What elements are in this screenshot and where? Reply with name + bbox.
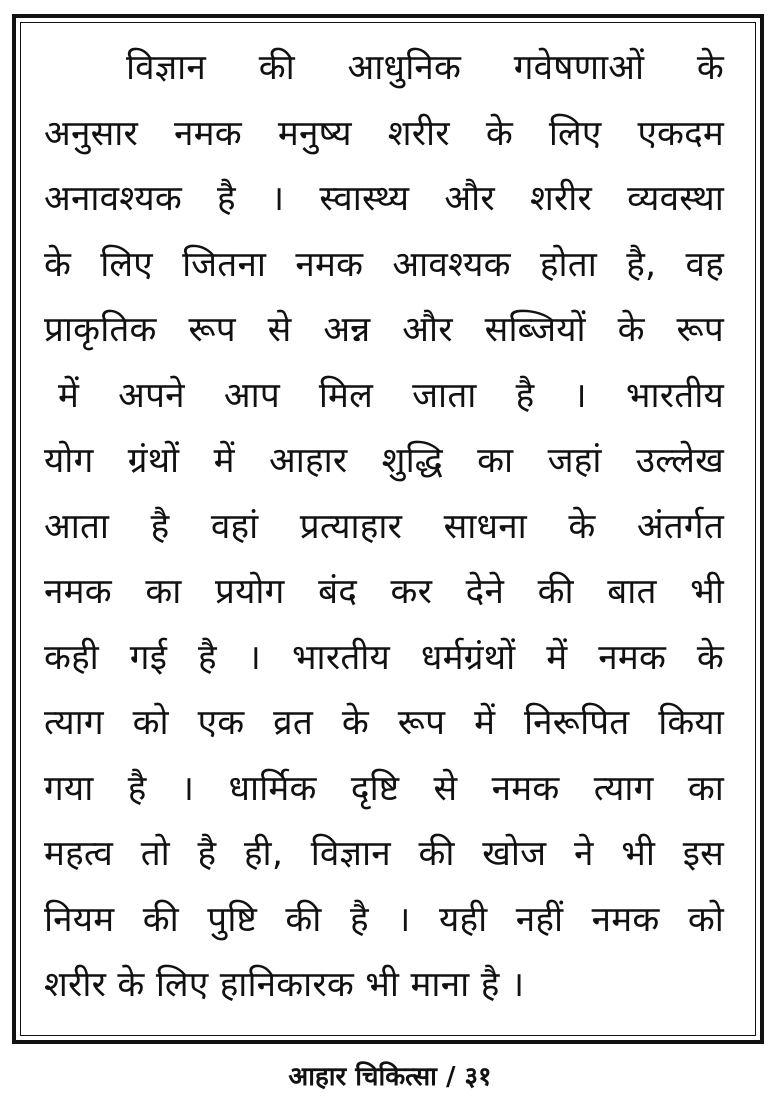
text-line: योग ग्रंथों में आहार शुद्धि का जहां उल्लेख [44,441,724,481]
text-line: के लिए जितना नमक आवश्यक होता है, वह [44,244,724,285]
body-paragraph [44,36,724,1019]
text-line: कही गई है । भारतीय धर्मग्रंथों में नमक के [44,637,724,678]
text-line: विज्ञान की आधुनिक गवेषणाओं के [126,48,724,88]
text-line: आता है वहां प्रत्याहार साधना के अंतर्गत [44,506,724,547]
text-line: गया है । धार्मिक दृष्टि से नमक त्याग का [44,768,724,809]
page-footer: आहार चिकित्सा / ३१ [288,1062,492,1092]
text-line: महत्व तो है ही, विज्ञान की खोज ने भी इस [44,834,724,874]
text-line: शरीर के लिए हानिकारक भी माना है । [44,965,525,1005]
text-line: प्राकृतिक रूप से अन्न और सब्जियों के रूप [44,310,724,350]
text-line: अनावश्यक है । स्वास्थ्य और शरीर व्यवस्था [44,179,724,219]
text-line: नियम की पुष्टि की है । यही नहीं नमक को [44,899,724,940]
text-line: में अपने आप मिल जाता है । भारतीय [58,375,724,416]
text-line: नमक का प्रयोग बंद कर देने की बात भी [44,572,724,612]
text-line: अनुसार नमक मनुष्य शरीर के लिए एकदम [44,113,724,154]
text-line: त्याग को एक व्रत के रूप में निरूपित किया [44,703,724,743]
